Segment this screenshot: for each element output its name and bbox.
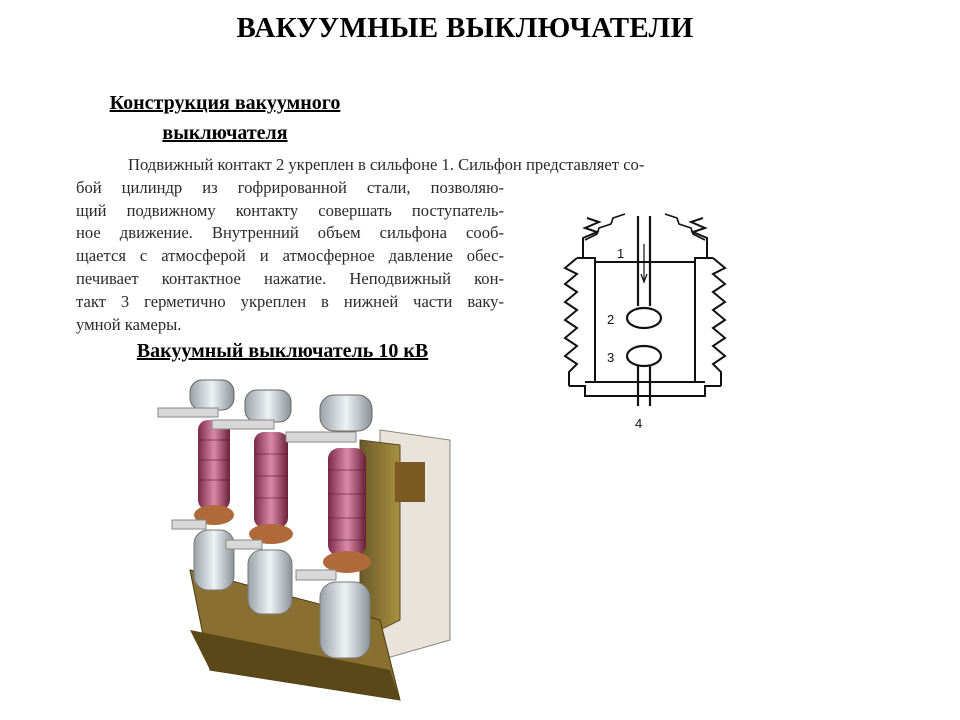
photo-caption: Вакуумный выключатель 10 кВ <box>136 340 429 362</box>
diagram-label-4: 4 <box>635 416 643 431</box>
section-heading-line2: выключателя <box>162 122 288 144</box>
description-line: Подвижный контакт 2 укреплен в сильфоне 1. Сильфон представляет со- <box>128 155 645 174</box>
description-line: такт 3 герметично укреплен в нижней части ваку- <box>76 291 504 311</box>
description-line: печивает контактное нажатие. Неподвижный кон- <box>76 268 504 288</box>
vacuum-chamber-diagram <box>555 200 735 440</box>
description-line: ное движение. Внутренний объем сильфона сооб- <box>76 223 504 243</box>
description-line: умной камеры. <box>76 314 182 334</box>
diagram-label-1: 1 <box>617 246 625 261</box>
description-line: щается с атмосферой и атмосферное давление обес- <box>76 246 504 266</box>
vacuum-breaker-photo <box>150 370 460 715</box>
description-line: бой цилиндр из гофрированной стали, позволяю- <box>76 177 504 197</box>
slide-title: ВАКУУМНЫЕ ВЫКЛЮЧАТЕЛИ <box>236 12 694 44</box>
diagram-label-2: 2 <box>607 312 615 327</box>
description-line: щий подвижному контакту совершать поступатель- <box>76 200 504 220</box>
section-heading <box>60 88 390 148</box>
diagram-label-3: 3 <box>607 350 615 365</box>
section-heading-line1: Конструкция вакуумного <box>109 92 341 114</box>
